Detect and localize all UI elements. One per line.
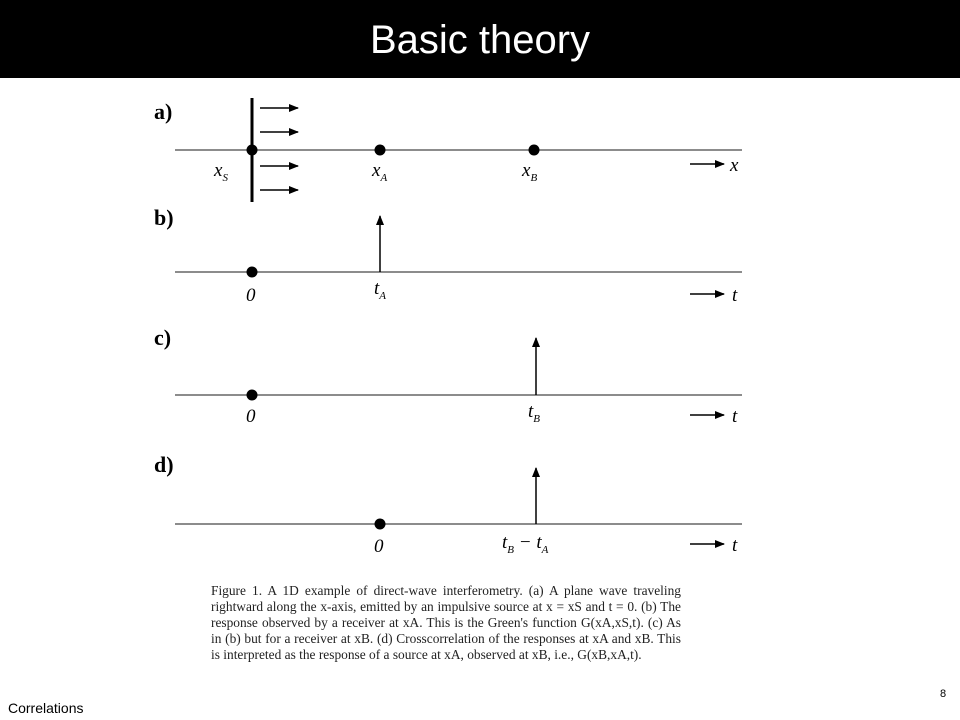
receiver-point-xb [529,145,540,156]
label-xb: $x_B$ [522,160,538,184]
receiver-point-xa [375,145,386,156]
origin-label-b: 0 [246,285,256,306]
panel-a-label: a) [154,99,173,124]
label-tb-minus-ta: $t_B - t_A$ [502,532,549,556]
footer-section-title: Correlations [8,700,84,716]
figure-caption: Figure 1. A 1D example of direct-wave interferometry. (a) A plane wave traveling rightward along the x-axis, emitted by an impulsive source at x = xS and t = 0. (b) The response observed by a receiver at xA. This is the Green's function G(xA,xS,t). (c) As in (b) but for a receiver at xB. (d) Crosscorrelation of the responses at xA and xB. This is interpreted as the response of a source at xA, observed at xB, i.e., G(xB,xA,t). [211,583,681,662]
label-tb: $t_B$ [528,401,541,425]
origin-label-d: 0 [374,536,384,557]
figure-background [151,92,745,558]
panel-c-label: c) [154,325,172,350]
origin-label-c: 0 [246,406,256,427]
label-ta: $t_A$ [374,278,387,302]
origin-point-d [375,519,386,530]
panel-b-label: b) [154,205,174,230]
origin-point-b [247,267,258,278]
page-number: 8 [940,688,947,700]
axis-label-t-c: t [732,406,738,427]
figure-diagram [150,92,746,558]
label-xa: $x_A$ [372,160,388,184]
axis-label-x: x [730,155,739,176]
label-xs: $x_S$ [214,160,228,184]
axis-label-t-b: t [732,285,738,306]
panel-d-label: d) [154,452,174,477]
slide-title: Basic theory [369,18,591,62]
source-point-xs [247,145,258,156]
axis-label-t-d: t [732,535,738,556]
origin-point-c [247,390,258,401]
title-bar [0,0,960,78]
